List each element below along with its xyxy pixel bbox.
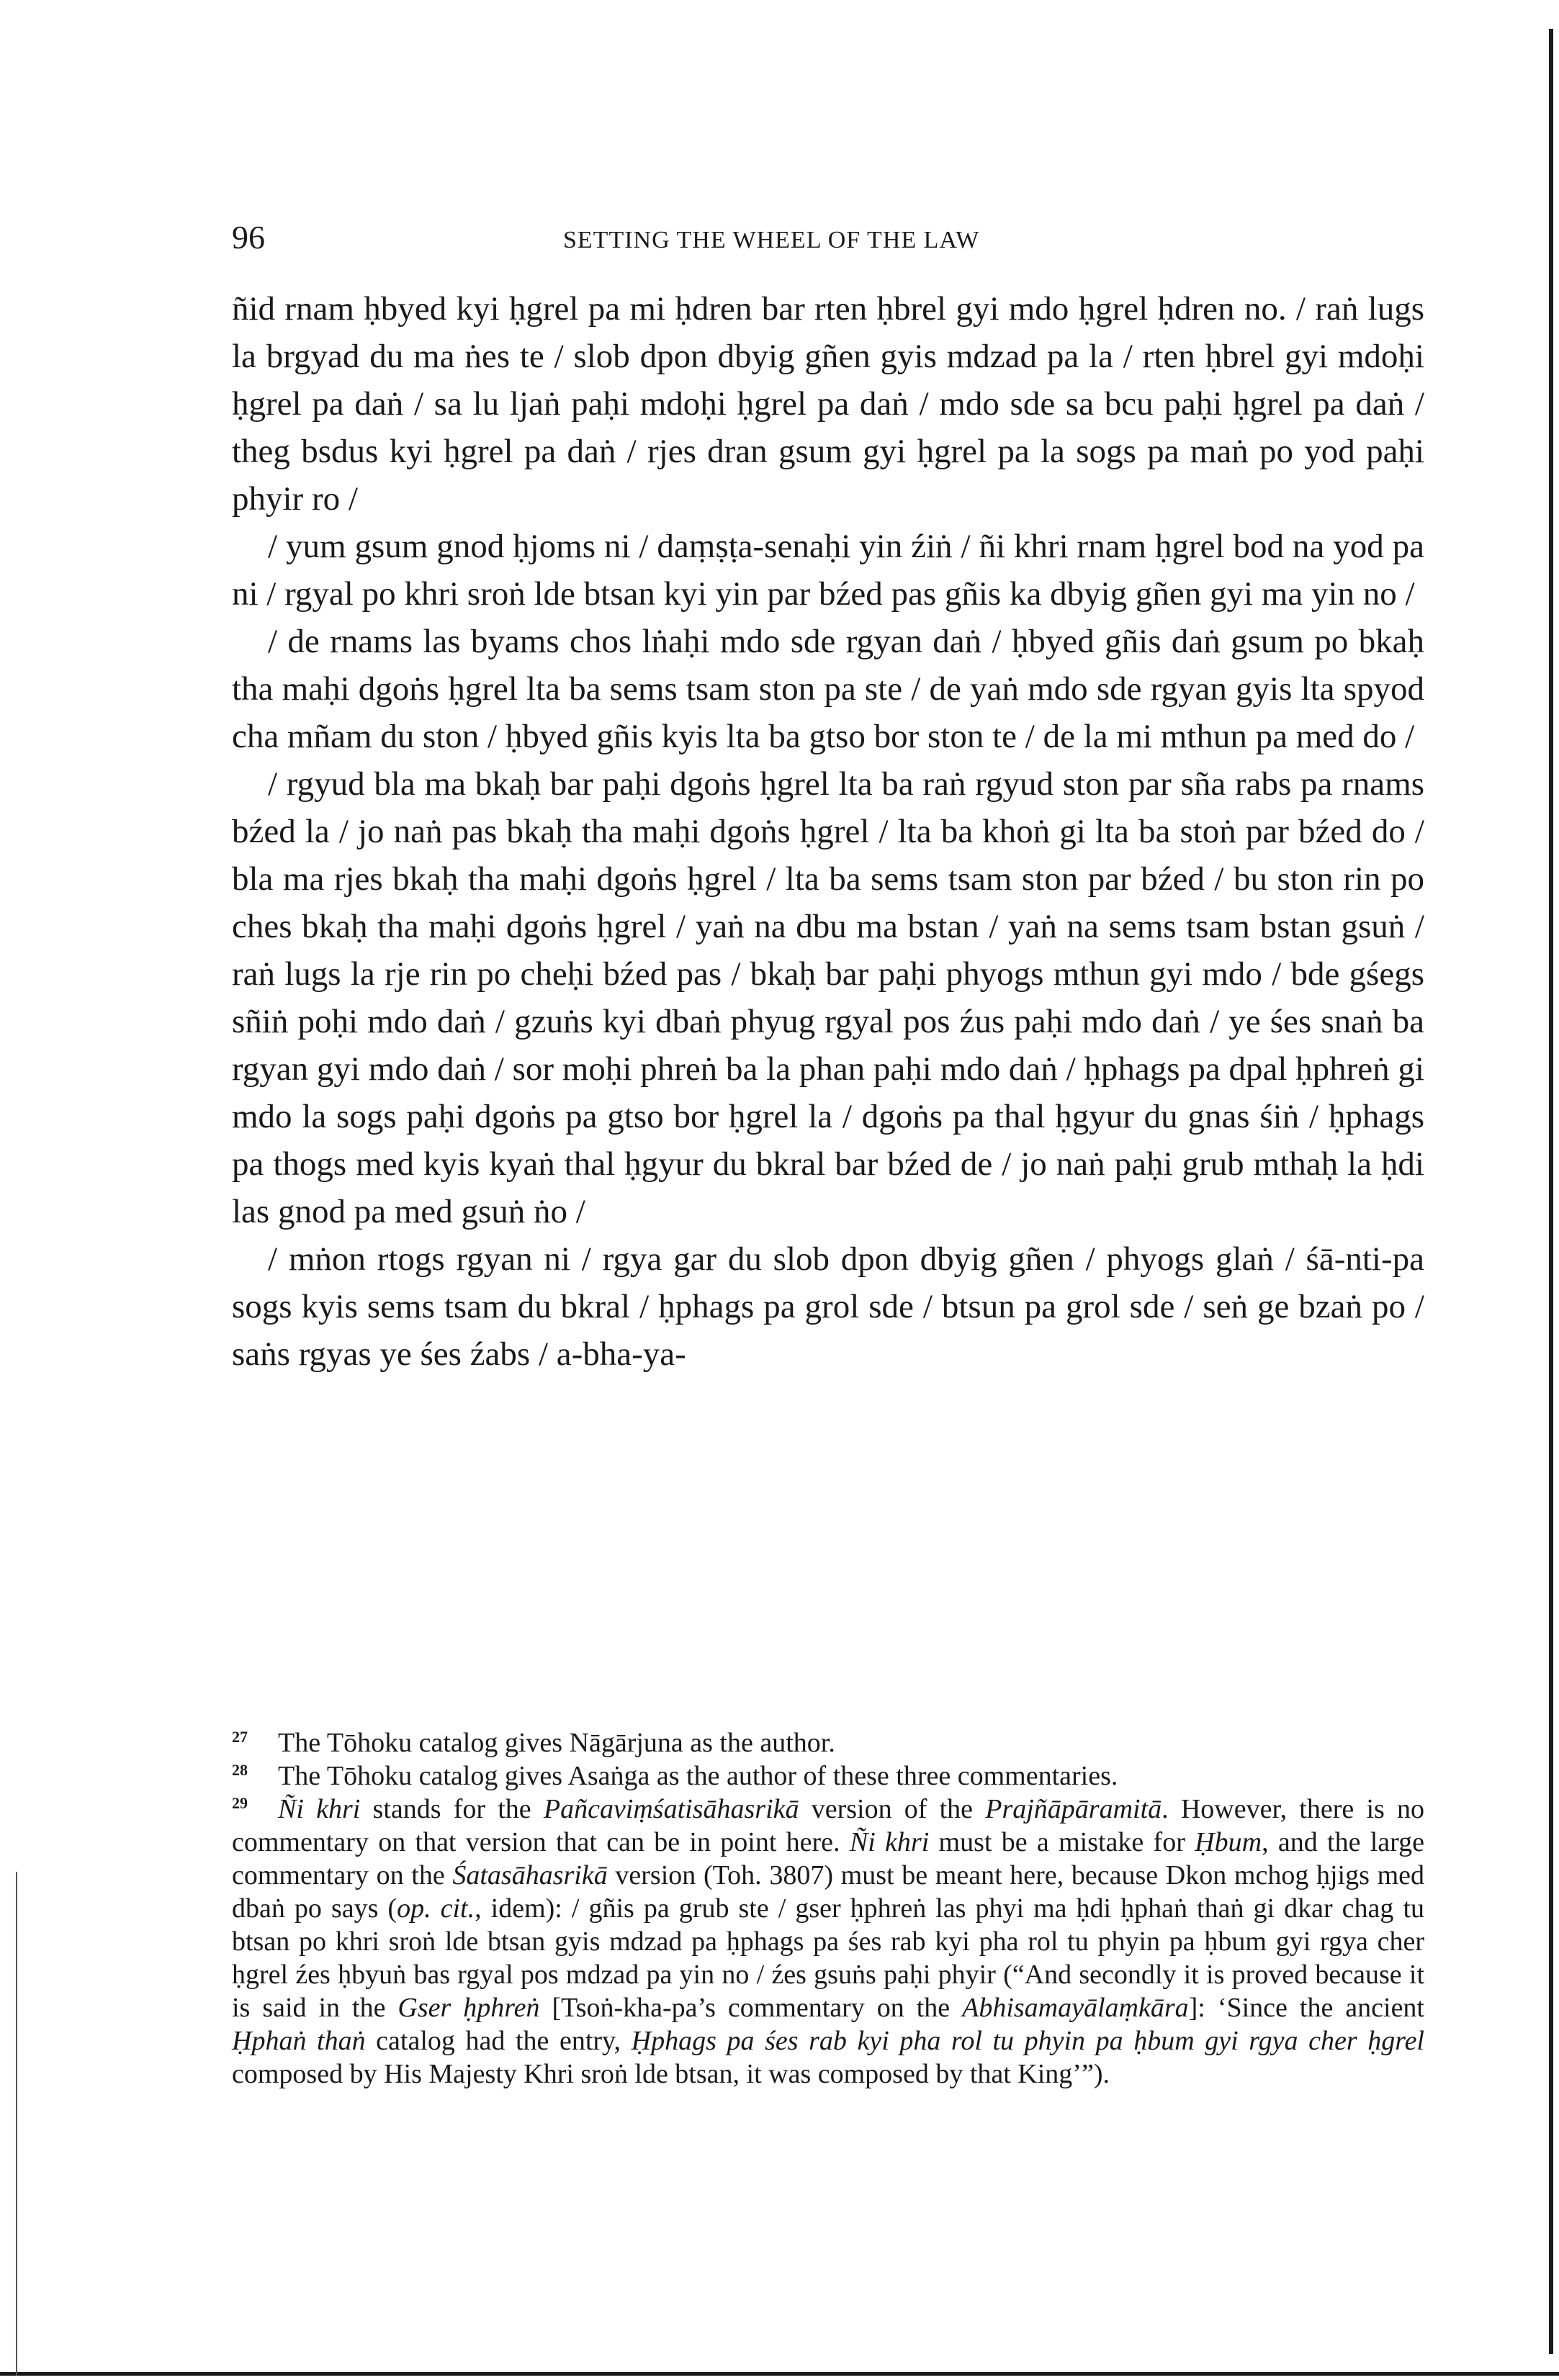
footnote-text: The Tōhoku catalog gives Asaṅga as the author of these three commentaries. [278, 1761, 1118, 1791]
fn29-part: op. cit. [397, 1893, 475, 1924]
fn29-part: Ḥphags pa śes rab kyi pha rol tu phyin pa ḥbum gyi rgya cher ḥgrel [631, 2026, 1424, 2056]
fn29-part: , idem): / gñis pa grub ste / gser ḥphreṅ las phyi ma ḥdi ḥphaṅ thaṅ gi dkar chag tu btsan po khri sroṅ lde btsan gyis mdzad pa ḥphags pa śes rab kyi pha rol tu phyin pa ḥbum gyi rgya cher ḥgrel źes ḥbyuṅ bas rgyal pos mdzad pa yin no / źes gsuṅs paḥi phyir (“And secondly it is proved because it is said in the [232, 1893, 1425, 2023]
paragraph-1: ñid rnam ḥbyed kyi ḥgrel pa mi ḥdren bar rten ḥbrel gyi mdo ḥgrel ḥdren no. / raṅ lugs la brgyad du ma ṅes te / slob dpon dbyig gñen gyis mdzad pa la / rten ḥbrel gyi mdoḥi ḥgrel pa daṅ / sa lu ljaṅ paḥi mdoḥi ḥgrel pa daṅ / mdo sde sa bcu paḥi ḥgrel pa daṅ / theg bsdus kyi ḥgrel pa daṅ / rjes dran gsum gyi ḥgrel pa la sogs pa maṅ po yod paḥi phyir ro / [232, 290, 1424, 518]
scan-bottom-edge [0, 2372, 1559, 2376]
fn29-part: Gser ḥphreṅ [397, 1993, 540, 2023]
fn29-part: . However, there is no commentary on that version that can be in point here. [232, 1794, 1424, 1857]
scan-right-edge [1549, 29, 1553, 2354]
footnote-text: The Tōhoku catalog gives Nāgārjuna as the author. [278, 1728, 835, 1758]
main-text [232, 285, 1424, 1378]
paragraph-4: / rgyud bla ma bkaḥ bar paḥi dgoṅs ḥgrel lta ba raṅ rgyud ston par sña rabs pa rnams bźed la / jo naṅ pas bkaḥ tha maḥi dgoṅs ḥgrel / lta ba khoṅ gi lta ba stoṅ par bźed do / bla ma rjes bkaḥ tha maḥi dgoṅs ḥgrel / lta ba sems tsam ston par bźed / bu ston rin po ches bkaḥ tha maḥi dgoṅs ḥgrel / yaṅ na dbu ma bstan / yaṅ na sems tsam bstan gsuṅ / raṅ lugs la rje rin po cheḥi bźed pas / bkaḥ bar paḥi phyogs mthun gyi mdo / bde gśegs sñiṅ poḥi mdo daṅ / gzuṅs kyi dbaṅ phyug rgyal pos źus paḥi mdo daṅ / ye śes snaṅ ba rgyan gyi mdo daṅ / sor moḥi phreṅ ba la phan paḥi mdo daṅ / ḥphags pa dpal ḥphreṅ gi mdo la sogs paḥi dgoṅs pa gtso bor ḥgrel la / dgoṅs pa thal ḥgyur du gnas śiṅ / ḥphags pa thogs med kyis kyaṅ thal ḥgyur du bkral bar bźed de / jo naṅ paḥi grub mthaḥ la ḥdi las gnod pa med gsuṅ ṅo / [232, 765, 1424, 1230]
scan-left-edge [16, 1872, 17, 2376]
fn29-part: Ñi khri [278, 1794, 361, 1824]
fn29-part: composed by His Majesty Khri sroṅ lde btsan, it was composed by that King’”). [232, 2059, 1110, 2089]
footnote-27 [232, 1726, 1424, 1759]
footnote-number: 28 [232, 1761, 248, 1779]
running-head [232, 216, 1424, 259]
fn29-part: ]: ‘Since the ancient [1188, 1993, 1424, 2023]
paragraph-2: / yum gsum gnod ḥjoms ni / daṃṣṭa-senaḥi yin źiṅ / ñi khri rnam ḥgrel bod na yod pa ni / rgyal po khri sroṅ lde btsan kyi yin par bźed pas gñis ka dbyig gñen gyi ma yin no / [232, 528, 1424, 613]
fn29-part: version (Toh. 3807) must be meant here, because Dkon mchog ḥjigs med dbaṅ po says ( [232, 1860, 1424, 1924]
fn29-part: Abhisamayālaṃkāra [962, 1993, 1189, 2023]
footnote-29 [232, 1793, 1424, 2091]
fn29-part: [Tsoṅ-kha-pa’s commentary on the [539, 1993, 963, 2023]
page-number: 96 [232, 219, 265, 256]
footnote-28 [232, 1759, 1424, 1793]
fn29-part: Pañcaviṃśatisāhasrikā [543, 1794, 799, 1824]
fn29-part: Śatasāhasrikā [452, 1860, 608, 1890]
paragraph-5: / mṅon rtogs rgyan ni / rgya gar du slob dpon dbyig gñen / phyogs glaṅ / śā-nti-pa sogs kyis sems tsam du bkral / ḥphags pa grol sde / btsun pa grol sde / seṅ ge bzaṅ po / saṅs rgyas ye śes źabs / a-bha-ya- [232, 1240, 1424, 1373]
footnote-number: 27 [232, 1728, 248, 1746]
paragraph-3: / de rnams las byams chos lṅaḥi mdo sde rgyan daṅ / ḥbyed gñis daṅ gsum po bkaḥ tha maḥi dgoṅs ḥgrel lta ba sems tsam ston pa ste / de yaṅ mdo sde rgyan gyis lta spyod cha mñam du ston / ḥbyed gñis kyis lta ba gtso bor ston te / de la mi mthun pa med do / [232, 623, 1424, 755]
fn29-part: Prajñāpāramitā [985, 1794, 1162, 1824]
footnote-number: 29 [232, 1794, 248, 1812]
fn29-part: version of the [799, 1794, 986, 1824]
fn29-part: stands for the [360, 1794, 544, 1824]
fn29-part: Ḥphaṅ thaṅ [232, 2026, 366, 2056]
fn29-part: catalog had the entry, [365, 2026, 632, 2056]
fn29-part: must be a mistake for [929, 1827, 1195, 1857]
fn29-part: , and the large commentary on the [232, 1827, 1424, 1890]
fn29-part: Ñi khri [849, 1827, 930, 1857]
running-title: SETTING THE WHEEL OF THE LAW [563, 227, 980, 253]
fn29-part: Ḥbum [1195, 1827, 1262, 1857]
footnotes [232, 1726, 1424, 2091]
